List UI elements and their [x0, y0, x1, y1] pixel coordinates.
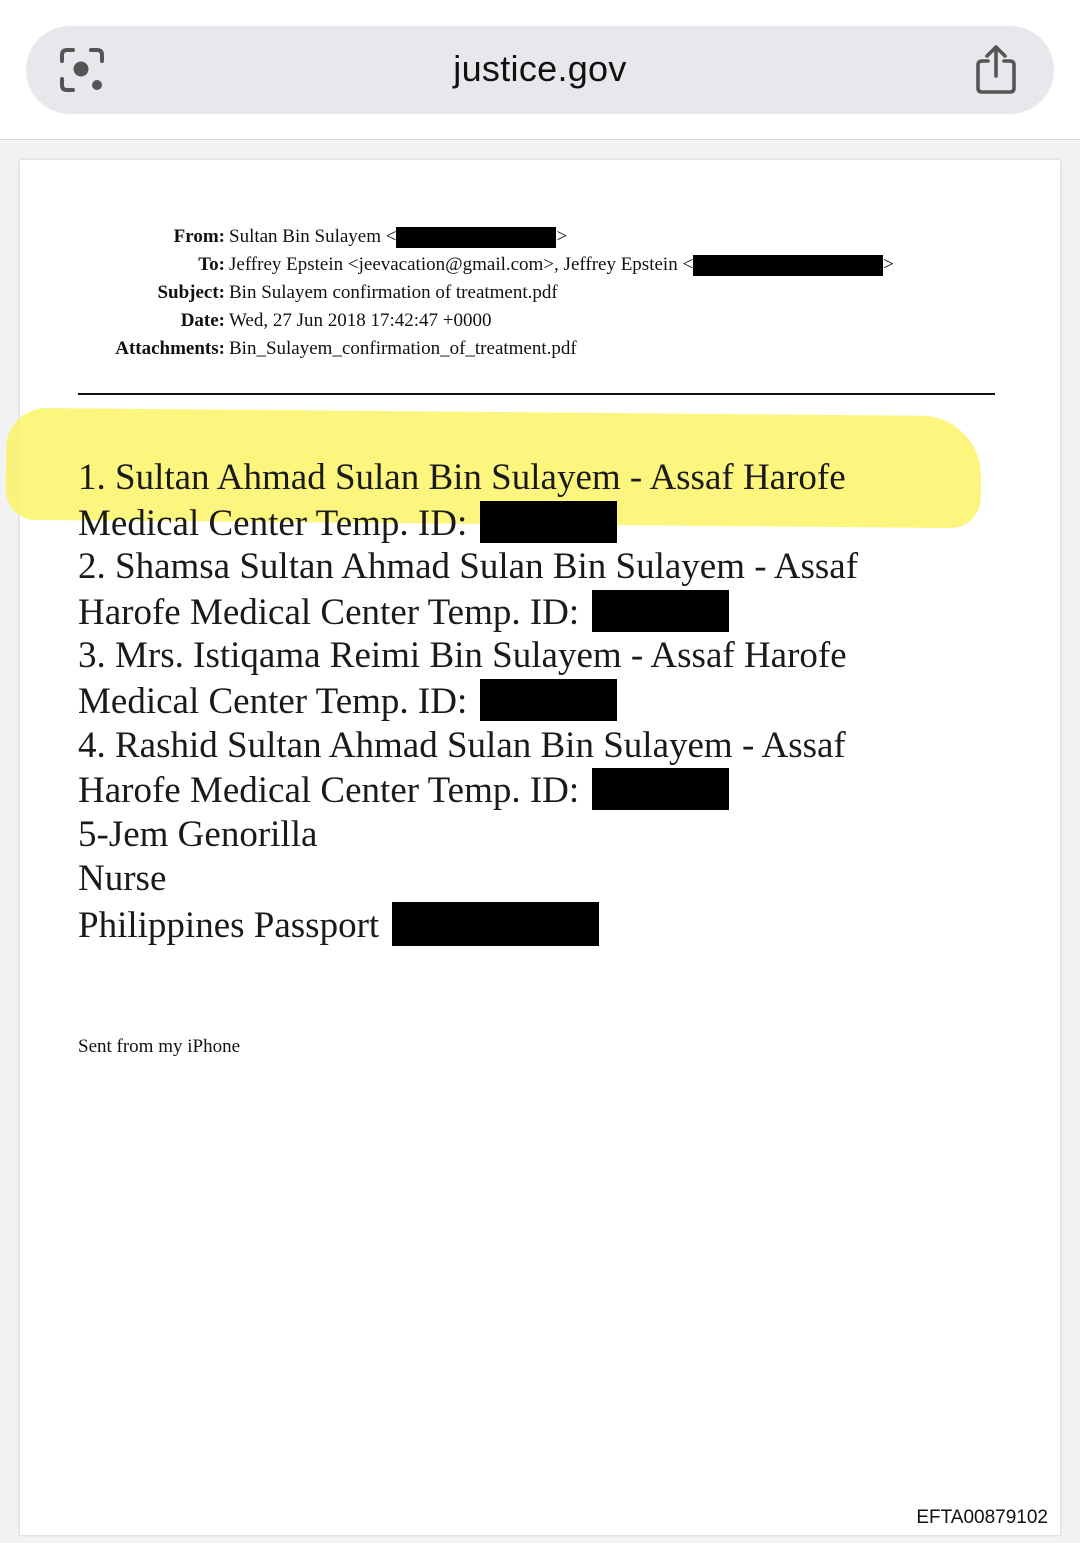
- address-bar[interactable]: [26, 26, 1054, 114]
- date-label: Date:: [180, 310, 225, 331]
- body-line: Harofe Medical Center Temp. ID:: [78, 590, 998, 635]
- body-line: 3. Mrs. Istiqama Reimi Bin Sulayem - Assaf Harofe: [78, 635, 847, 677]
- from-close: >: [556, 226, 568, 247]
- redaction-box: [592, 590, 729, 632]
- date-row: [20, 310, 1060, 338]
- email-header: [20, 226, 1060, 366]
- browser-toolbar: [0, 0, 1080, 140]
- from-value: Sultan Bin Sulayem <: [229, 226, 397, 247]
- redaction-box: [396, 227, 556, 248]
- to-value: Jeffrey Epstein <jeevacation@gmail.com>, Jeffrey Epstein <: [229, 254, 694, 275]
- pdf-page: [20, 160, 1060, 1535]
- subject-row: [20, 282, 1060, 310]
- attachments-label: Attachments:: [115, 338, 225, 359]
- body-line: Philippines Passport: [78, 902, 998, 947]
- to-row: [20, 254, 1060, 282]
- header-divider: [78, 393, 995, 395]
- to-label: To:: [198, 254, 225, 275]
- document-id: EFTA00879102: [916, 1507, 1048, 1528]
- redaction-box: [392, 902, 599, 946]
- email-signature: Sent from my iPhone: [78, 1036, 241, 1057]
- from-row: [20, 226, 1060, 254]
- redaction-box: [480, 501, 617, 543]
- body-line: 5-Jem Genorilla: [78, 813, 318, 855]
- from-label: From:: [173, 226, 225, 247]
- subject-value: Bin Sulayem confirmation of treatment.pdf: [229, 282, 558, 303]
- share-icon[interactable]: [972, 44, 1020, 96]
- redaction-box: [480, 679, 617, 721]
- body-line: Medical Center Temp. ID:: [78, 501, 998, 546]
- body-line: 4. Rashid Sultan Ahmad Sulan Bin Sulayem - Assaf: [78, 724, 846, 766]
- body-line: Medical Center Temp. ID:: [78, 679, 998, 724]
- redaction-box: [693, 255, 883, 276]
- to-close: >: [883, 254, 894, 275]
- body-line: Nurse: [78, 858, 167, 900]
- body-line: 2. Shamsa Sultan Ahmad Sulan Bin Sulayem - Assaf: [78, 546, 859, 588]
- body-line: Harofe Medical Center Temp. ID:: [78, 768, 998, 813]
- email-body: [78, 456, 998, 947]
- attachment-link[interactable]: Bin_Sulayem_confirmation_of_treatment.pdf: [229, 338, 577, 359]
- redaction-box: [592, 768, 729, 810]
- date-value: Wed, 27 Jun 2018 17:42:47 +0000: [229, 310, 492, 331]
- subject-label: Subject:: [157, 282, 225, 303]
- url-text[interactable]: justice.gov: [453, 48, 627, 89]
- body-line: 1. Sultan Ahmad Sulan Bin Sulayem - Assaf Harofe: [78, 457, 846, 498]
- attachments-row: [20, 338, 1060, 366]
